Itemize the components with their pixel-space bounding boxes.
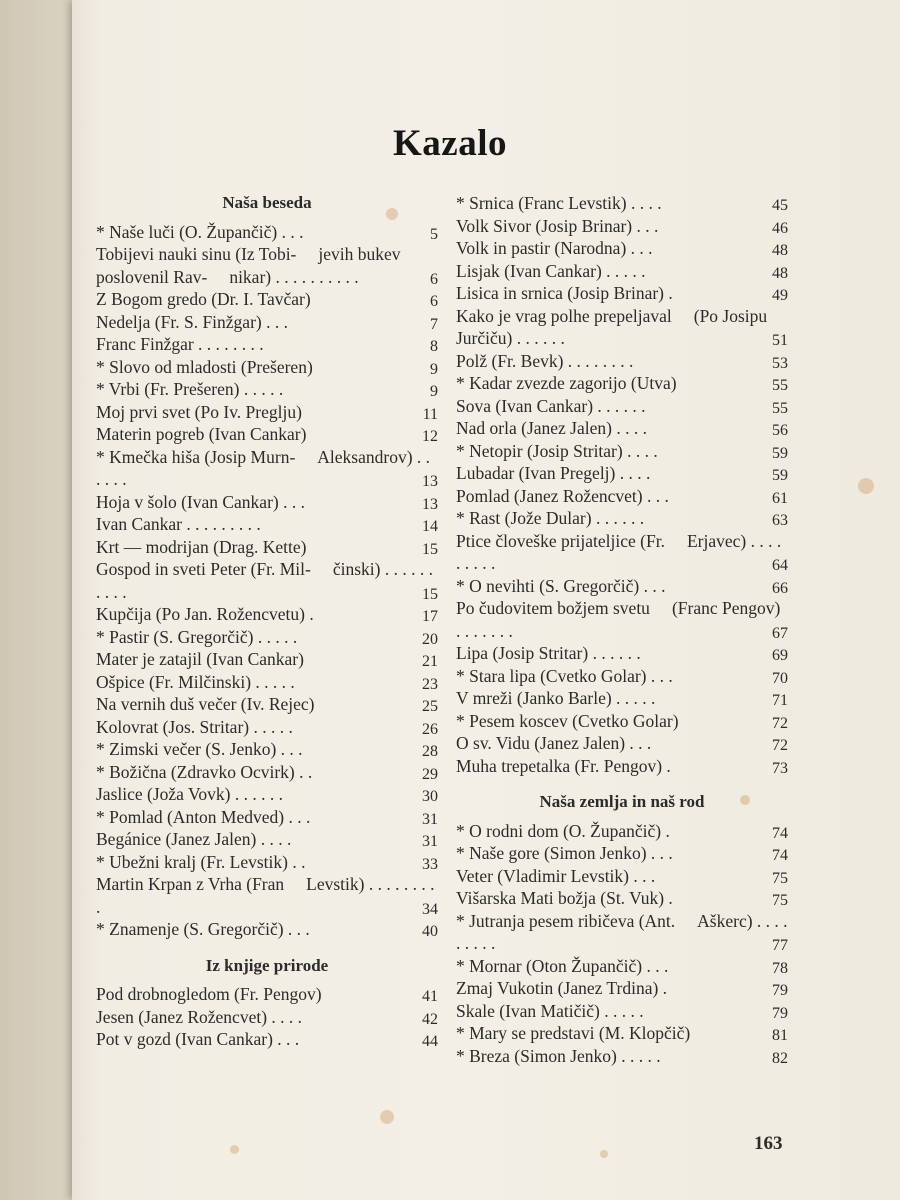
entry-page-number: 11 (422, 405, 438, 423)
entry-page-number: 31 (422, 833, 438, 850)
entry-text: Hoja v šolo (Ivan Cankar) . . . (96, 491, 305, 512)
entry-page-number: 6 (430, 270, 438, 288)
toc-entry (96, 356, 438, 379)
toc-entry (456, 395, 788, 418)
entry-text: Veter (Vladimir Levstik) . . . (456, 865, 656, 886)
entry-text: Gospod in sveti Peter (Fr. Mil- (96, 559, 311, 579)
entry-text: * Božična (Zdravko Ocvirk) . . (96, 761, 313, 782)
entry-text: Krt — modrijan (Drag. Kette) (96, 536, 307, 557)
entry-text: Lisjak (Ivan Cankar) . . . . . (456, 260, 646, 281)
entry-page-number: 81 (772, 1027, 788, 1044)
entry-text: Z Bogom gredo (Dr. I. Tavčar) (96, 289, 311, 309)
toc-entry (96, 423, 438, 446)
toc-entry (96, 378, 438, 401)
toc-entry (96, 603, 438, 626)
toc-entry (456, 350, 788, 373)
entry-page-number: 42 (422, 1010, 438, 1028)
entry-page-number: 74 (772, 824, 788, 842)
toc-entry (456, 440, 788, 463)
entry-text: Materin pogreb (Ivan Cankar) (96, 424, 307, 444)
toc-entry (96, 626, 438, 649)
entry-text: Na vernih duš večer (Iv. Rejec) (96, 694, 315, 714)
entry-page-number: 82 (772, 1049, 788, 1067)
entry-text: * Pastir (S. Gregorčič) . . . . . (96, 626, 298, 647)
entry-text: Mater je zatajil (Ivan Cankar) (96, 649, 304, 669)
entry-page-number: 78 (772, 959, 788, 977)
entry-text: * Pesem koscev (Cvetko Golar) (456, 710, 679, 731)
toc-entry (96, 918, 438, 941)
entry-page-number: 79 (772, 1004, 788, 1022)
toc-entry (456, 910, 788, 955)
entry-page-number: 59 (772, 444, 788, 462)
entry-page-number: 49 (772, 287, 788, 304)
entry-text: * Ubežni kralj (Fr. Levstik) . . (96, 851, 306, 872)
entry-text: * Mary se predstavi (M. Klopčič) (456, 1023, 691, 1043)
toc-entry (456, 462, 788, 485)
toc-entry (456, 710, 788, 733)
entry-page-number: 72 (772, 714, 788, 732)
entry-page-number: 21 (422, 653, 438, 670)
toc-entry (96, 311, 438, 334)
entry-text: * O rodni dom (O. Župančič) . (456, 820, 670, 841)
entry-page-number: 44 (422, 1033, 438, 1050)
background-edge (0, 0, 80, 1200)
entry-text: * Srnica (Franc Levstik) . . . . (456, 193, 662, 213)
entry-text: nikar) . . . . . . . . . . (229, 266, 359, 287)
toc-entry (456, 237, 788, 260)
toc-entry (456, 955, 788, 978)
entry-text: Aškerc) . . . . . . . . . (456, 910, 788, 953)
toc-entry (96, 221, 438, 244)
entry-page-number: 7 (430, 315, 438, 333)
entry-page-number: 30 (422, 788, 438, 805)
toc-entry (96, 671, 438, 694)
toc-entry (96, 333, 438, 356)
toc-entry (96, 806, 438, 829)
entry-text: V mreži (Janko Barle) . . . . . (456, 688, 656, 708)
entry-text: Tobijevi nauki sinu (Iz Tobi- (96, 244, 297, 264)
stain (230, 1145, 239, 1154)
entry-text: Višarska Mati božja (St. Vuk) . (456, 888, 673, 908)
entry-page-number: 15 (422, 540, 438, 558)
toc-entry (456, 305, 788, 350)
toc-entry (96, 851, 438, 874)
toc-entry (456, 1045, 788, 1068)
toc-entry (456, 215, 788, 238)
entry-page-number: 73 (772, 759, 788, 777)
entry-text: Pod drobnogledom (Fr. Pengov) (96, 984, 322, 1004)
page-title: Kazalo (393, 123, 507, 164)
entry-text: Erjavec) . . . . . . . . . (456, 530, 782, 573)
entry-text: * Naše gore (Simon Jenko) . . . (456, 843, 673, 863)
entry-text: Skale (Ivan Matičič) . . . . . (456, 1000, 644, 1021)
section-heading: Naša beseda (222, 193, 312, 212)
entry-page-number: 48 (772, 242, 788, 259)
toc-entry (456, 530, 788, 575)
entry-text: Nedelja (Fr. S. Finžgar) . . . (96, 311, 288, 332)
toc-entry (456, 1000, 788, 1023)
entry-text: Volk Sivor (Josip Brinar) . . . (456, 215, 659, 236)
section-heading: Naša zemlja in naš rod (539, 792, 705, 811)
entry-page-number: 29 (422, 765, 438, 783)
toc-left-column (96, 192, 438, 1051)
entry-page-number: 13 (422, 473, 438, 490)
toc-entry (96, 648, 438, 671)
toc-entry (96, 1006, 438, 1029)
entry-text: Aleksandrov) . . . . . . (96, 446, 431, 489)
toc-entry (456, 192, 788, 215)
entry-text: Muha trepetalka (Fr. Pengov) . (456, 755, 671, 776)
entry-text: * Pomlad (Anton Medved) . . . (96, 806, 311, 827)
toc-entry (456, 842, 788, 865)
toc-entry (96, 761, 438, 784)
entry-page-number: 77 (772, 937, 788, 954)
stain (380, 1110, 394, 1124)
entry-text: * O nevihti (S. Gregorčič) . . . (456, 575, 666, 596)
entry-page-number: 67 (772, 624, 788, 642)
entry-text: * Netopir (Josip Stritar) . . . . (456, 440, 658, 461)
toc-entry (456, 665, 788, 688)
entry-text: Lubadar (Ivan Pregelj) . . . . (456, 463, 651, 483)
entry-text: Moj prvi svet (Po Iv. Preglju) (96, 401, 302, 422)
entry-text: Zmaj Vukotin (Janez Trdina) . (456, 978, 668, 998)
toc-entry (456, 260, 788, 283)
toc-entry (456, 732, 788, 755)
entry-page-number: 64 (772, 557, 788, 574)
entry-page-number: 45 (772, 197, 788, 214)
toc-entry (456, 977, 788, 1000)
entry-text: jevih bukev poslovenil Rav- (96, 244, 401, 287)
entry-page-number: 55 (772, 399, 788, 417)
stain (600, 1150, 608, 1158)
entry-page-number: 61 (772, 489, 788, 507)
section-heading: Iz knjige prirode (205, 955, 329, 975)
entry-text: * Kmečka hiša (Josip Murn- (96, 446, 296, 467)
entry-page-number: 51 (772, 332, 788, 349)
entry-page-number: 33 (422, 855, 438, 873)
toc-entry (96, 401, 438, 424)
entry-text: Lisica in srnica (Josip Brinar) . (456, 283, 673, 303)
entry-page-number: 12 (422, 428, 438, 445)
entry-page-number: 6 (430, 293, 438, 310)
entry-text: Polž (Fr. Bevk) . . . . . . . . (456, 350, 634, 371)
entry-page-number: 40 (422, 923, 438, 940)
entry-text: (Franc Pengov) . . . . . . . (456, 598, 781, 641)
toc-entry (96, 716, 438, 739)
toc-entry (456, 485, 788, 508)
entry-page-number: 13 (422, 495, 438, 513)
entry-page-number: 59 (772, 467, 788, 484)
entry-page-number: 9 (430, 360, 438, 378)
entry-text: * Stara lipa (Cvetko Golar) . . . (456, 665, 673, 686)
entry-text: * Kadar zvezde zagorijo (Utva) (456, 373, 677, 393)
entry-text: * Breza (Simon Jenko) . . . . . (456, 1045, 661, 1066)
entry-text: Sova (Ivan Cankar) . . . . . . (456, 395, 646, 416)
entry-page-number: 66 (772, 579, 788, 597)
entry-page-number: 15 (422, 585, 438, 603)
toc-entry (96, 1028, 438, 1051)
entry-page-number: 8 (430, 338, 438, 355)
toc-entry (456, 865, 788, 888)
page-number: 163 (754, 1133, 783, 1154)
entry-text: * Naše luči (O. Župančič) . . . (96, 221, 304, 242)
entry-page-number: 25 (422, 698, 438, 715)
entry-page-number: 9 (430, 383, 438, 400)
entry-page-number: 53 (772, 354, 788, 372)
toc-entry (456, 1022, 788, 1045)
entry-text: * Znamenje (S. Gregorčič) . . . (96, 919, 310, 939)
entry-text: Kako je vrag polhe prepeljaval (456, 305, 672, 326)
entry-text: * Zimski večer (S. Jenko) . . . (96, 739, 303, 759)
entry-page-number: 17 (422, 608, 438, 625)
entry-page-number: 75 (772, 892, 788, 909)
entry-page-number: 14 (422, 518, 438, 535)
entry-text: Jaslice (Joža Vovk) . . . . . . (96, 784, 283, 804)
entry-page-number: 70 (772, 669, 788, 687)
entry-text: * Mornar (Oton Župančič) . . . (456, 955, 669, 976)
entry-page-number: 28 (422, 743, 438, 760)
toc-entry (456, 820, 788, 843)
entry-text: Lipa (Josip Stritar) . . . . . . (456, 643, 641, 663)
toc-entry (456, 755, 788, 778)
entry-page-number: 48 (772, 264, 788, 282)
entry-page-number: 41 (422, 988, 438, 1005)
entry-page-number: 63 (772, 512, 788, 529)
toc-entry (456, 507, 788, 530)
toc-entry (456, 282, 788, 305)
toc-right-column (456, 192, 788, 1067)
entry-text: Volk in pastir (Narodna) . . . (456, 238, 653, 258)
toc-entry (456, 417, 788, 440)
entry-page-number: 69 (772, 647, 788, 664)
toc-entry (96, 491, 438, 514)
toc-entry (96, 513, 438, 536)
entry-text: * Slovo od mladosti (Prešeren) (96, 356, 313, 377)
toc-entry (456, 687, 788, 710)
entry-page-number: 26 (422, 720, 438, 738)
toc-entry (456, 887, 788, 910)
stain (858, 478, 874, 494)
entry-text: * Rast (Jože Dular) . . . . . . (456, 508, 645, 528)
entry-page-number: 20 (422, 630, 438, 648)
section-gap (456, 777, 788, 791)
toc-entry (96, 446, 438, 491)
toc-entry (96, 783, 438, 806)
toc-entry (456, 372, 788, 395)
entry-text: Kolovrat (Jos. Stritar) . . . . . (96, 716, 293, 737)
entry-text: * Vrbi (Fr. Prešeren) . . . . . (96, 379, 284, 399)
entry-text: Ptice človeške prijateljice (Fr. (456, 530, 665, 551)
section-gap (96, 941, 438, 955)
entry-text: Nad orla (Janez Jalen) . . . . (456, 418, 647, 438)
toc-entry (96, 243, 438, 288)
entry-text: Franc Finžgar . . . . . . . . (96, 334, 264, 354)
toc-entry (96, 828, 438, 851)
toc-entry (96, 983, 438, 1006)
entry-text: Ivan Cankar . . . . . . . . . (96, 514, 261, 534)
entry-page-number: 71 (772, 692, 788, 709)
entry-text: (Po Josipu Jurčiču) . . . . . . (456, 305, 768, 348)
entry-page-number: 55 (772, 377, 788, 394)
entry-page-number: 31 (422, 810, 438, 828)
entry-page-number: 5 (430, 225, 438, 243)
entry-page-number: 46 (772, 219, 788, 237)
entry-page-number: 75 (772, 869, 788, 887)
entry-text: činski) . . . . . . . . . . (96, 559, 433, 602)
entry-text: Po čudovitem božjem svetu (456, 598, 650, 618)
entry-page-number: 56 (772, 422, 788, 439)
entry-text: Pot v gozd (Ivan Cankar) . . . (96, 1029, 300, 1049)
toc-entry (96, 738, 438, 761)
entry-text: Pomlad (Janez Rožencvet) . . . (456, 485, 669, 506)
entry-page-number: 74 (772, 847, 788, 864)
entry-page-number: 79 (772, 982, 788, 999)
entry-text: Jesen (Janez Rožencvet) . . . . (96, 1006, 303, 1027)
toc-entry (96, 558, 438, 603)
entry-page-number: 23 (422, 675, 438, 693)
toc-entry (96, 873, 438, 918)
toc-entry (96, 693, 438, 716)
entry-text: Kupčija (Po Jan. Rožencvetu) . (96, 604, 314, 624)
toc-entry (456, 597, 788, 642)
entry-text: O sv. Vidu (Janez Jalen) . . . (456, 733, 652, 753)
entry-page-number: 72 (772, 737, 788, 754)
entry-text: Ošpice (Fr. Milčinski) . . . . . (96, 671, 295, 692)
entry-text: * Jutranja pesem ribičeva (Ant. (456, 910, 676, 931)
entry-text: Begánice (Janez Jalen) . . . . (96, 829, 292, 849)
entry-text: Levstik) . . . . . . . . . (96, 874, 435, 917)
toc-entry (456, 642, 788, 665)
toc-entry (96, 536, 438, 559)
toc-entry (96, 288, 438, 311)
toc-entry (456, 575, 788, 598)
entry-text: Martin Krpan z Vrha (Fran (96, 874, 285, 894)
entry-page-number: 34 (422, 900, 438, 918)
